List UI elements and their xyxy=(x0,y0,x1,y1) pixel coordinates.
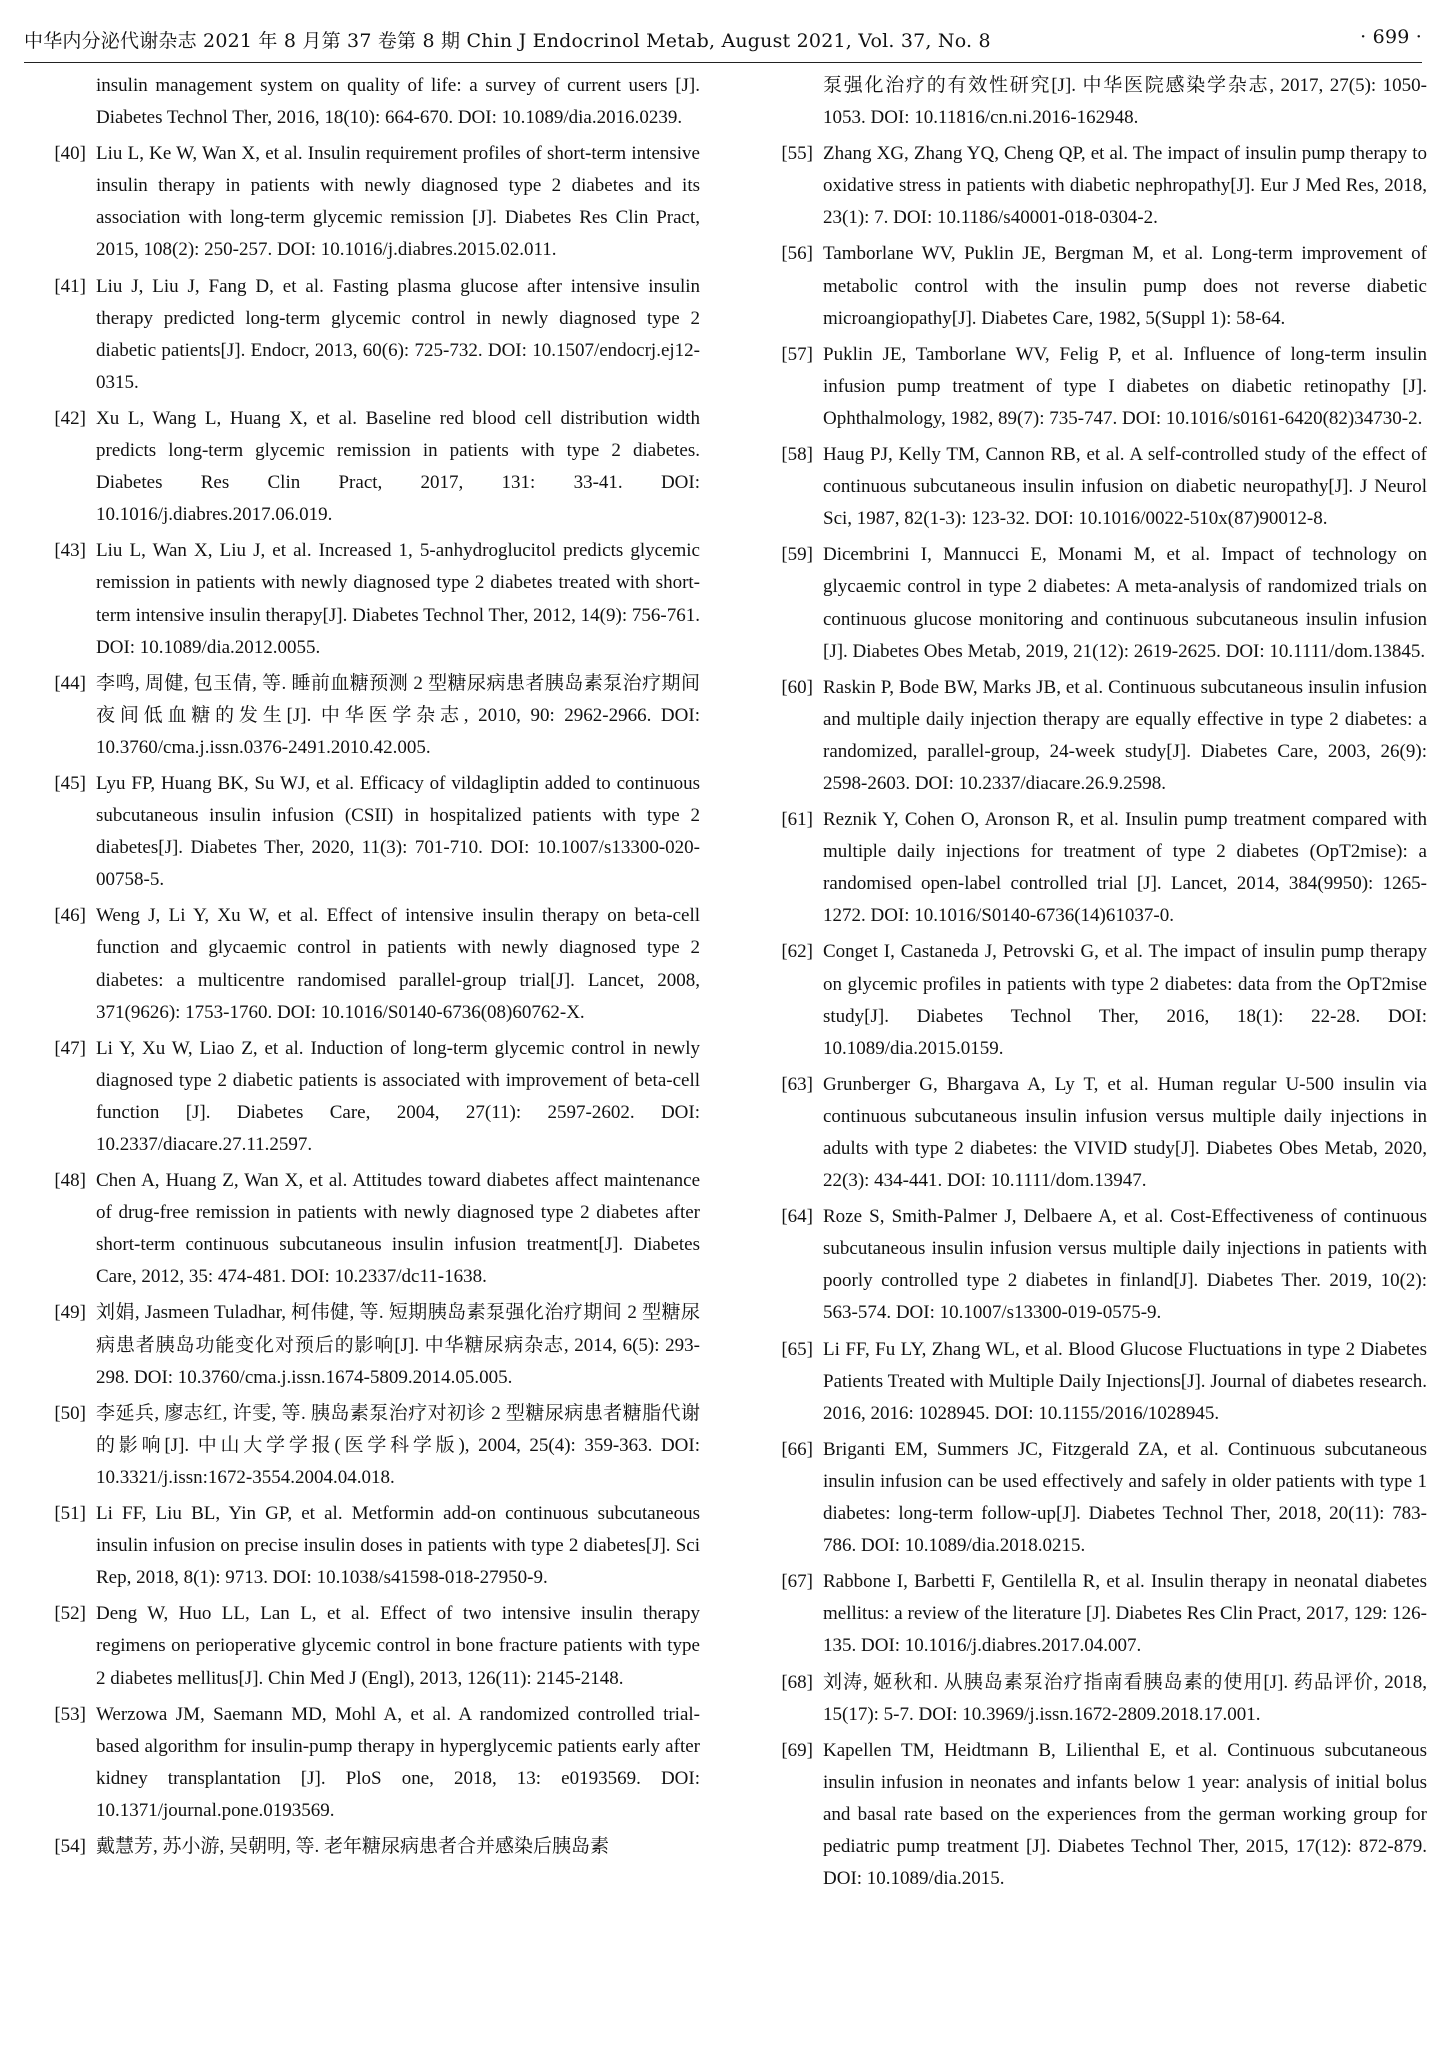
reference-text: Weng J, Li Y, Xu W, et al. Effect of intensive insulin therapy on beta-cell function and glycaemic control in patients with newly diagnosed type 2 diabetes: a multicentre randomised parallel-group trial[J]. Lancet, 2008, 371(9626): 1753-1760. DOI: 10.1016/S0140-6736(08)60762-X. xyxy=(96,905,700,1023)
reference-number: [61] xyxy=(781,809,813,831)
reference-entry xyxy=(30,403,700,531)
reference-text: Haug PJ, Kelly TM, Cannon RB, et al. A self-controlled study of the effect of continuous subcutaneous insulin infusion on diabetic neuropathy[J]. J Neurol Sci, 1987, 82(1-3): 123-32. DOI: 10.1016/0022-510x(87)90012-8. xyxy=(823,444,1427,530)
reference-number: [53] xyxy=(54,1703,86,1725)
reference-text: 泵强化治疗的有效性研究[J]. 中华医院感染学杂志, 2017, 27(5): 1050-1053. DOI: 10.11816/cn.ni.2016-162948. xyxy=(823,75,1427,129)
reference-entry xyxy=(30,768,700,896)
reference-column-right xyxy=(757,70,1427,1899)
reference-entry xyxy=(30,1398,700,1494)
reference-entry xyxy=(757,1069,1427,1197)
reference-number: [41] xyxy=(54,275,86,297)
reference-entry xyxy=(30,1498,700,1594)
reference-number: [56] xyxy=(781,243,813,265)
reference-entry xyxy=(30,900,700,1028)
reference-entry xyxy=(30,1033,700,1161)
reference-entry xyxy=(757,1667,1427,1731)
reference-column-left xyxy=(30,70,700,1867)
reference-text: Kapellen TM, Heidtmann B, Lilienthal E, et al. Continuous subcutaneous insulin infusion in neonates and infants below 1 year: analysis of initial bolus and basal rate based on the experiences from the german working group for pediatric pump treatment [J]. Diabetes Technol Ther, 2015, 17(12): 872-879. DOI: 10.1089/dia.2015. xyxy=(823,1739,1427,1890)
reference-text: Dicembrini I, Mannucci E, Monami M, et al. Impact of technology on glycaemic control in type 2 diabetes: A meta-analysis of randomized trials on continuous glucose monitoring and continuous subcutaneous insulin infusion [J]. Diabetes Obes Metab, 2019, 21(12): 2619-2625. DOI: 10.1111/dom.13845. xyxy=(823,544,1427,662)
reference-number: [48] xyxy=(54,1170,86,1192)
reference-text: 李延兵, 廖志红, 许雯, 等. 胰岛素泵治疗对初诊 2 型糖尿病患者糖脂代谢的影响[J]. 中山大学学报(医学科学版), 2004, 25(4): 359-363. DOI: 10.3321/j.issn:1672-3554.2004.04.018. xyxy=(96,1402,700,1488)
reference-text: 李鸣, 周健, 包玉倩, 等. 睡前血糖预测 2 型糖尿病患者胰岛素泵治疗期间夜间低血糖的发生[J]. 中华医学杂志, 2010, 90: 2962-2966. DOI: 10.3760/cma.j.issn.0376-2491.2010.42.005. xyxy=(96,672,700,758)
reference-entry xyxy=(30,668,700,764)
reference-number: [63] xyxy=(781,1073,813,1095)
reference-entry xyxy=(30,271,700,399)
reference-entry xyxy=(757,1566,1427,1662)
reference-number: [68] xyxy=(781,1671,813,1693)
reference-number: [60] xyxy=(781,676,813,698)
reference-entry xyxy=(757,936,1427,1064)
reference-number: [55] xyxy=(781,143,813,165)
reference-number: [42] xyxy=(54,407,86,429)
reference-entry xyxy=(30,1598,700,1694)
reference-text: Grunberger G, Bhargava A, Ly T, et al. Human regular U-500 insulin via continuous subcutaneous insulin infusion versus multiple daily injections in adults with type 2 diabetes: the VIVID study[J]. Diabetes Obes Metab, 2020, 22(3): 434-441. DOI: 10.1111/dom.13947. xyxy=(823,1073,1427,1192)
reference-number: [44] xyxy=(54,672,86,694)
reference-entry xyxy=(30,138,700,266)
reference-text: Reznik Y, Cohen O, Aronson R, et al. Insulin pump treatment compared with multiple daily injections for treatment of type 2 diabetes (OpT2mise): a randomised open-label controlled trial [J]. Lancet, 2014, 384(9950): 1265-1272. DOI: 10.1016/S0140-6736(14)61037-0. xyxy=(823,809,1427,927)
reference-text: Rabbone I, Barbetti F, Gentilella R, et al. Insulin therapy in neonatal diabetes mellitus: a review of the literature [J]. Diabetes Res Clin Pract, 2017, 129: 126-135. DOI: 10.1016/j.diabres.2017.04.007. xyxy=(823,1571,1427,1657)
reference-entry xyxy=(757,339,1427,435)
reference-number: [65] xyxy=(781,1338,813,1360)
reference-text: Briganti EM, Summers JC, Fitzgerald ZA, et al. Continuous subcutaneous insulin infusion can be used effectively and safely in older patients with type 1 diabetes: long-term follow-up[J]. Diabetes Technol Ther, 2018, 20(11): 783-786. DOI: 10.1089/dia.2018.0215. xyxy=(823,1438,1427,1557)
reference-number: [49] xyxy=(54,1302,86,1324)
reference-number: [69] xyxy=(781,1739,813,1761)
reference-text: 刘涛, 姬秋和. 从胰岛素泵治疗指南看胰岛素的使用[J]. 药品评价, 2018, 15(17): 5-7. DOI: 10.3969/j.issn.1672-2809.2018.17.001. xyxy=(823,1671,1427,1725)
reference-text: Tamborlane WV, Puklin JE, Bergman M, et al. Long-term improvement of metabolic control with the insulin pump does not reverse diabetic microangiopathy[J]. Diabetes Care, 1982, 5(Suppl 1): 58-64. xyxy=(823,243,1427,329)
reference-text: Deng W, Huo LL, Lan L, et al. Effect of two intensive insulin therapy regimens on perioperative glycemic control in bone fracture patients with type 2 diabetes mellitus[J]. Chin Med J (Engl), 2013, 126(11): 2145-2148. xyxy=(96,1603,700,1689)
reference-text: Liu J, Liu J, Fang D, et al. Fasting plasma glucose after intensive insulin therapy predicted long-term glycemic control in newly diagnosed type 2 diabetic patients[J]. Endocr, 2013, 60(6): 725-732. DOI: 10.1507/endocrj.ej12-0315. xyxy=(96,275,700,393)
reference-text: Liu L, Wan X, Liu J, et al. Increased 1, 5-anhydroglucitol predicts glycemic remission in patients with newly diagnosed type 2 diabetes treated with short-term intensive insulin therapy[J]. Diabetes Technol Ther, 2012, 14(9): 756-761. DOI: 10.1089/dia.2012.0055. xyxy=(96,540,700,658)
reference-entry xyxy=(757,672,1427,800)
reference-text: Puklin JE, Tamborlane WV, Felig P, et al. Influence of long-term insulin infusion pump treatment of type I diabetes on diabetic retinopathy [J]. Ophthalmology, 1982, 89(7): 735-747. DOI: 10.1016/s0161-6420(82)34730-2. xyxy=(823,343,1427,429)
reference-text: Roze S, Smith-Palmer J, Delbaere A, et al. Cost-Effectiveness of continuous subcutaneous insulin infusion versus multiple daily injections in patients with poorly controlled type 2 diabetes in finland[J]. Diabetes Ther. 2019, 10(2): 563-574. DOI: 10.1007/s13300-019-0575-9. xyxy=(823,1206,1427,1324)
reference-text: Zhang XG, Zhang YQ, Cheng QP, et al. The impact of insulin pump therapy to oxidative stress in patients with diabetic nephropathy[J]. Eur J Med Res, 2018, 23(1): 7. DOI: 10.1186/s40001-018-0304-2. xyxy=(823,143,1427,229)
reference-number: [52] xyxy=(54,1603,86,1625)
reference-number: [67] xyxy=(781,1571,813,1593)
reference-entry xyxy=(30,1699,700,1827)
reference-text: Werzowa JM, Saemann MD, Mohl A, et al. A randomized controlled trial-based algorithm for insulin-pump therapy in hyperglycemic patients early after kidney transplantation [J]. PloS one, 2018, 13: e0193569. DOI: 10.1371/journal.pone.0193569. xyxy=(96,1703,700,1821)
reference-text: Lyu FP, Huang BK, Su WJ, et al. Efficacy of vildagliptin added to continuous subcutaneous insulin infusion (CSII) in hospitalized patients with type 2 diabetes[J]. Diabetes Ther, 2020, 11(3): 701-710. DOI: 10.1007/s13300-020-00758-5. xyxy=(96,772,700,891)
journal-citation-header: 中华内分泌代谢杂志 2021 年 8 月第 37 卷第 8 期 Chin J Endocrinol Metab, August 2021, Vol. 37, No. 8 xyxy=(24,30,991,52)
reference-number: [43] xyxy=(54,540,86,562)
reference-text: Li FF, Fu LY, Zhang WL, et al. Blood Glucose Fluctuations in type 2 Diabetes Patients Treated with Multiple Daily Injections[J]. Journal of diabetes research. 2016, 2016: 1028945. DOI: 10.1155/2016/1028945. xyxy=(823,1338,1427,1424)
reference-entry xyxy=(757,804,1427,932)
reference-number: [66] xyxy=(781,1438,813,1460)
reference-entry xyxy=(757,1735,1427,1895)
reference-text: 戴慧芳, 苏小游, 吴朝明, 等. 老年糖尿病患者合并感染后胰岛素 xyxy=(96,1835,610,1857)
reference-entry xyxy=(30,1831,700,1863)
reference-number: [45] xyxy=(54,772,86,794)
reference-number: [50] xyxy=(54,1402,86,1424)
reference-text: Li FF, Liu BL, Yin GP, et al. Metformin add-on continuous subcutaneous insulin infusion on precise insulin doses in patients with type 2 diabetes[J]. Sci Rep, 2018, 8(1): 9713. DOI: 10.1038/s41598-018-27950-9. xyxy=(96,1503,700,1589)
reference-number: [62] xyxy=(781,941,813,963)
reference-entry xyxy=(30,1297,700,1393)
reference-text: Raskin P, Bode BW, Marks JB, et al. Continuous subcutaneous insulin infusion and multiple daily injection therapy are equally effective in type 2 diabetes: a randomized, parallel-group, 24-week study[J]. Diabetes Care, 2003, 26(9): 2598-2603. DOI: 10.2337/diacare.26.9.2598. xyxy=(823,676,1427,794)
reference-number: [58] xyxy=(781,444,813,466)
reference-entry xyxy=(757,1201,1427,1329)
reference-number: [54] xyxy=(54,1835,86,1857)
reference-number: [40] xyxy=(54,143,86,165)
reference-text: Xu L, Wang L, Huang X, et al. Baseline red blood cell distribution width predicts long-term glycemic remission in patients with type 2 diabetes. Diabetes Res Clin Pract, 2017, 131: 33-41. DOI: 10.1016/j.diabres.2017.06.019. xyxy=(96,407,700,526)
reference-text: Chen A, Huang Z, Wan X, et al. Attitudes toward diabetes affect maintenance of drug-free remission in patients with newly diagnosed type 2 diabetes after short-term continuous subcutaneous insulin infusion treatment[J]. Diabetes Care, 2012, 35: 474-481. DOI: 10.2337/dc11-1638. xyxy=(96,1170,700,1288)
reference-number: [47] xyxy=(54,1037,86,1059)
reference-entry xyxy=(757,70,1427,134)
reference-entry xyxy=(30,70,700,134)
reference-entry xyxy=(757,539,1427,667)
reference-entry xyxy=(757,1334,1427,1430)
reference-entry xyxy=(30,1165,700,1293)
reference-text: Liu L, Ke W, Wan X, et al. Insulin requirement profiles of short-term intensive insulin therapy in patients with newly diagnosed type 2 diabetes and its association with long-term glycemic remission [J]. Diabetes Res Clin Pract, 2015, 108(2): 250-257. DOI: 10.1016/j.diabres.2015.02.011. xyxy=(96,143,700,261)
reference-number: [64] xyxy=(781,1206,813,1228)
reference-number: [57] xyxy=(781,343,813,365)
reference-entry xyxy=(30,535,700,663)
reference-number: [59] xyxy=(781,544,813,566)
reference-entry xyxy=(757,1434,1427,1562)
reference-entry xyxy=(757,238,1427,334)
reference-number: [46] xyxy=(54,905,86,927)
reference-entry xyxy=(757,439,1427,535)
reference-text: insulin management system on quality of life: a survey of current users [J]. Diabetes Technol Ther, 2016, 18(10): 664-670. DOI: 10.1089/dia.2016.0239. xyxy=(96,75,700,129)
reference-number: [51] xyxy=(54,1503,86,1525)
reference-text: 刘娟, Jasmeen Tuladhar, 柯伟健, 等. 短期胰岛素泵强化治疗期间 2 型糖尿病患者胰岛功能变化对预后的影响[J]. 中华糖尿病杂志, 2014, 6(5): 293-298. DOI: 10.3760/cma.j.issn.1674-5809.2014.05.005. xyxy=(96,1302,700,1388)
reference-text: Li Y, Xu W, Liao Z, et al. Induction of long-term glycemic control in newly diagnosed type 2 diabetic patients is associated with improvement of beta-cell function [J]. Diabetes Care, 2004, 27(11): 2597-2602. DOI: 10.2337/diacare.27.11.2597. xyxy=(96,1037,700,1155)
reference-text: Conget I, Castaneda J, Petrovski G, et al. The impact of insulin pump therapy on glycemic profiles in patients with type 2 diabetes: data from the OpT2mise study[J]. Diabetes Technol Ther, 2016, 18(1): 22-28. DOI: 10.1089/dia.2015.0159. xyxy=(823,941,1427,1059)
reference-entry xyxy=(757,138,1427,234)
running-header xyxy=(24,22,1422,63)
page-number: · 699 · xyxy=(1360,26,1422,48)
